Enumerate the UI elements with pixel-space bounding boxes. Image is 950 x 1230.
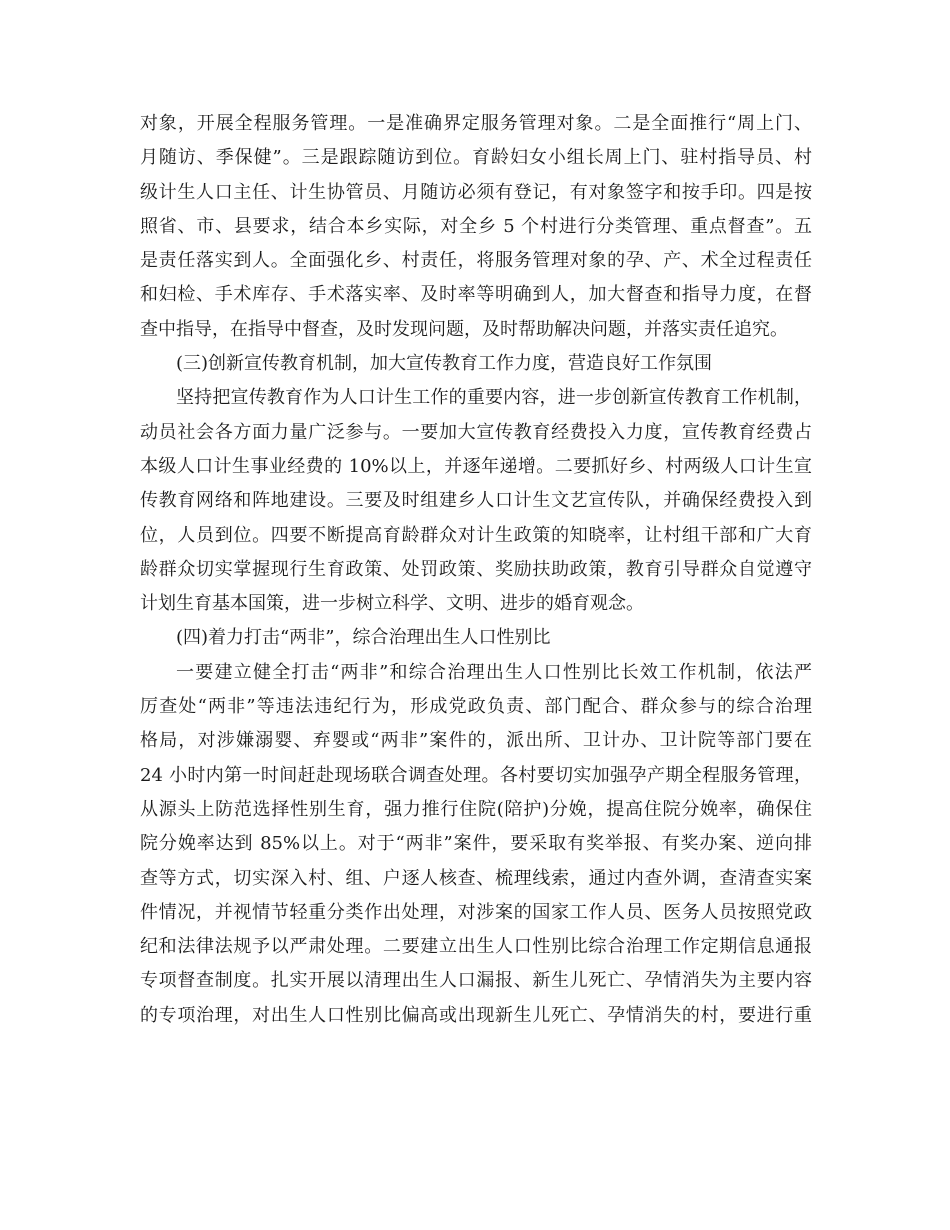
text-line: 和妇检、手术库存、手术落实率、及时率等明确到人，加大督查和指导力度，在督 [140, 284, 812, 306]
text-line: 传教育网络和阵地建设。三要及时组建乡人口计生文艺宣传队，并确保经费投入到 [140, 490, 812, 512]
text-line: 的专项治理，对出生人口性别比偏高或出现新生儿死亡、孕情消失的村，要进行重 [140, 1004, 812, 1026]
text-line: 一要建立健全打击“两非”和综合治理出生人口性别比长效工作机制，依法严 [176, 661, 812, 683]
text-line: 本级人口计生事业经费的 10%以上，并逐年递增。二要抓好乡、村两级人口计生宣 [140, 455, 812, 477]
text-line: 动员社会各方面力量广泛参与。一要加大宣传教育经费投入力度，宣传教育经费占 [140, 421, 812, 443]
text-line: 计划生育基本国策，进一步树立科学、文明、进步的婚育观念。 [140, 593, 644, 615]
text-line: 专项督查制度。扎实开展以清理出生人口漏报、新生儿死亡、孕情消失为主要内容 [140, 970, 812, 992]
text-line: 厉查处“两非”等违法违纪行为，形成党政负责、部门配合、群众参与的综合治理 [140, 696, 812, 718]
text-line: 查中指导，在指导中督查，及时发现问题，及时帮助解决问题，并落实责任追究。 [140, 318, 788, 340]
text-line: 纪和法律法规予以严肃处理。二要建立出生人口性别比综合治理工作定期信息通报 [140, 936, 812, 958]
section-heading: (三)创新宣传教育机制，加大宣传教育工作力度，营造良好工作氛围 [176, 353, 713, 375]
text-line: 查等方式，切实深入村、组、户逐人核查、梳理线索，通过内查外调，查清查实案 [140, 867, 812, 889]
text-line: 照省、市、县要求，结合本乡实际，对全乡 5 个村进行分类管理、重点督查”。五 [140, 215, 812, 237]
text-line: 格局，对涉嫌溺婴、弃婴或“两非”案件的，派出所、卫计办、卫计院等部门要在 [140, 730, 812, 752]
body-text [140, 107, 812, 1033]
text-line: 月随访、季保健”。三是跟踪随访到位。育龄妇女小组长周上门、驻村指导员、村 [140, 147, 812, 169]
text-line: 院分娩率达到 85%以上。对于“两非”案件，要采取有奖举报、有奖办案、逆向排 [140, 833, 812, 855]
text-line: 位，人员到位。四要不断提高育龄群众对计生政策的知晓率，让村组干部和广大育 [140, 524, 812, 546]
section-heading: (四)着力打击“两非”，综合治理出生人口性别比 [176, 627, 551, 649]
text-line: 龄群众切实掌握现行生育政策、处罚政策、奖励扶助政策，教育引导群众自觉遵守 [140, 558, 812, 580]
text-line: 级计生人口主任、计生协管员、月随访必须有登记，有对象签字和按手印。四是按 [140, 181, 812, 203]
text-line: 24 小时内第一时间赶赴现场联合调查处理。各村要切实加强孕产期全程服务管理， [140, 764, 812, 786]
text-line: 对象，开展全程服务管理。一是准确界定服务管理对象。二是全面推行“周上门、 [140, 113, 812, 134]
text-line: 从源头上防范选择性别生育，强力推行住院(陪护)分娩，提高住院分娩率，确保住 [140, 798, 812, 820]
text-line: 是责任落实到人。全面强化乡、村责任，将服务管理对象的孕、产、术全过程责任 [140, 250, 812, 272]
text-line: 坚持把宣传教育作为人口计生工作的重要内容，进一步创新宣传教育工作机制， [176, 387, 812, 409]
text-line: 件情况，并视情节轻重分类作出处理，对涉案的国家工作人员、医务人员按照党政 [140, 901, 812, 923]
